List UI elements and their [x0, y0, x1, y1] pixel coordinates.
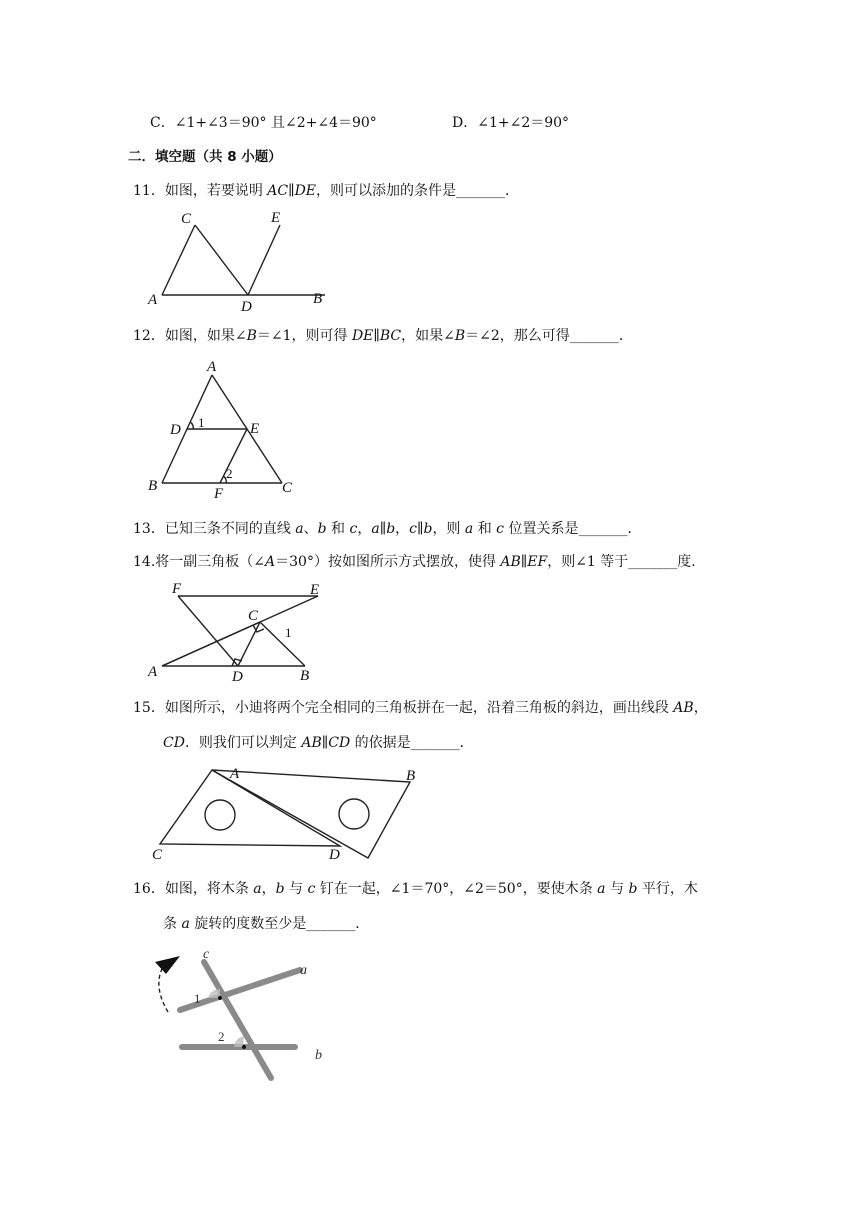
question-11: 11．如图，若要说明 AC∥DE，则可以添加的条件是_______．: [133, 183, 520, 199]
label: D: [170, 422, 181, 438]
label: F: [214, 486, 224, 500]
label: E: [250, 421, 260, 437]
answer-blank: _______: [456, 183, 506, 199]
label: D: [232, 669, 243, 685]
label: B: [406, 768, 416, 784]
label: B: [300, 668, 310, 684]
figure-12: [140, 355, 310, 500]
label: C: [152, 847, 163, 863]
question-16-line1: 16．如图，将木条 a，b 与 c 钉在一起，∠1＝70°，∠2＝50°，要使木条 a 与 b 平行，木: [133, 881, 698, 897]
label: A: [148, 664, 158, 680]
label: A: [230, 766, 240, 782]
question-15-line1: 15．如图所示，小迪将两个完全相同的三角板拼在一起，沿着三角板的斜边，画出线段 AB，: [133, 700, 708, 716]
label: A: [207, 359, 217, 375]
label: E: [310, 582, 320, 598]
label: a: [300, 963, 307, 978]
answer-blank: _______: [306, 916, 356, 932]
question-15-line2: CD．则我们可以判定 AB∥CD 的依据是_______．: [163, 735, 474, 751]
label: b: [315, 1048, 322, 1063]
question-16-line2: 条 a 旋转的度数至少是_______．: [163, 916, 370, 932]
answer-blank: _______: [410, 735, 460, 751]
label: F: [172, 581, 182, 597]
figure-14: [140, 580, 340, 685]
label: B: [313, 291, 323, 307]
label: C: [181, 211, 192, 227]
question-12: 12．如图，如果∠B＝∠1，则可得 DE∥BC，如果∠B＝∠2，那么可得_______．: [133, 328, 633, 344]
answer-blank: _______: [578, 521, 628, 537]
label: 2: [226, 466, 233, 481]
label: 1: [198, 415, 205, 430]
label: 1: [285, 625, 292, 640]
figure-16: [140, 940, 340, 1085]
label: A: [148, 292, 158, 308]
label: D: [241, 299, 252, 315]
option-c: C．∠1+∠3＝90° 且∠2+∠4＝90°: [150, 115, 377, 131]
label: C: [282, 480, 293, 496]
label: D: [329, 847, 340, 863]
question-14: 14.将一副三角板（∠A＝30°）按如图所示方式摆放，使得 AB∥EF，则∠1 等于_______度．: [133, 554, 706, 570]
label: c: [203, 947, 210, 962]
section-title: 二．填空题（共 8 小题）: [128, 149, 282, 165]
label: 1: [194, 991, 201, 1006]
label: E: [271, 210, 281, 226]
figure-11: [140, 205, 340, 315]
label: B: [148, 478, 158, 494]
question-13: 13．已知三条不同的直线 a、b 和 c，a∥b，c∥b，则 a 和 c 位置关系是_______．: [133, 521, 642, 537]
label: C: [248, 608, 259, 624]
figure-15: [140, 760, 430, 865]
answer-blank: _______: [628, 554, 678, 570]
answer-blank: _______: [569, 328, 619, 344]
label: 2: [218, 1029, 225, 1044]
option-d: D．∠1+∠2＝90°: [452, 115, 570, 131]
